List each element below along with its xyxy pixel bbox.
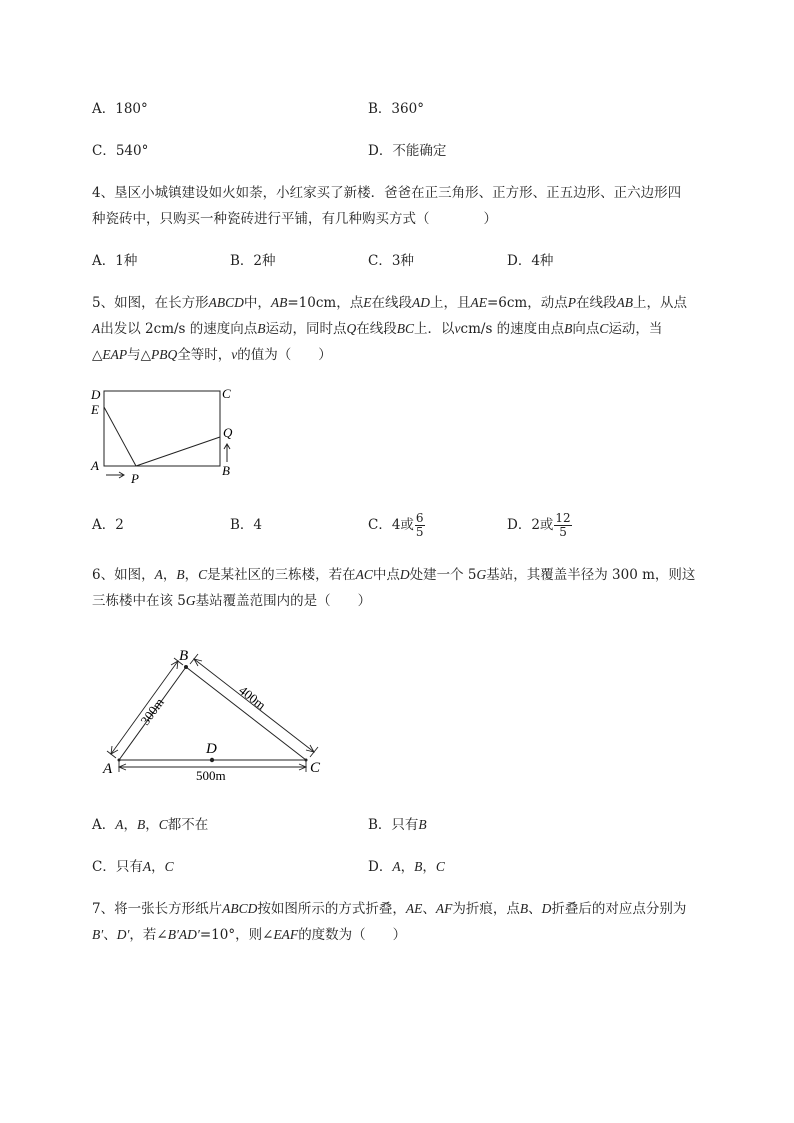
label-c: C — [222, 386, 231, 401]
side-bc — [186, 667, 306, 760]
q4-option-d: D．4种 — [507, 253, 554, 269]
q5-option-c: C．4或 $\frac{6}{5}$ — [368, 511, 424, 539]
q6-option-a: A．A，B，C都不在 — [92, 817, 209, 833]
segment-ep — [104, 407, 136, 466]
dim-ac-label: 500m — [196, 768, 226, 783]
q5-option-a: A．2 — [92, 517, 124, 533]
label-d: D — [206, 741, 217, 757]
label-a: A — [103, 761, 113, 777]
label-e: E — [91, 402, 99, 417]
q6-text-line-1: 6、如图，A，B，C是某社区的三栋楼，若在AC中点D处建一个 5G基站，其覆盖半径为 300 m，则这 — [92, 567, 696, 583]
q6-text-line-2: 三栋楼中在该 5G基站覆盖范围内的是（ ） — [92, 593, 372, 609]
dim-ab-label: 300m — [137, 694, 167, 728]
fraction-12-5: $\frac{12}{5}$ — [555, 511, 571, 539]
point-b — [184, 665, 188, 669]
q3-option-b: B．360° — [368, 101, 424, 117]
label-d: D — [91, 387, 101, 402]
label-c: C — [310, 760, 321, 776]
label-q: Q — [223, 425, 233, 440]
q6-option-b: B．只有B — [368, 817, 427, 833]
q4-text-line-2: 种瓷砖中，只购买一种瓷砖进行平铺，有几种购买方式（ ） — [92, 211, 497, 227]
q3-option-d: D．不能确定 — [368, 143, 447, 159]
q4-option-a: A．1种 — [92, 253, 138, 269]
label-p: P — [131, 471, 139, 486]
q4-option-c: C．3种 — [368, 253, 414, 269]
label-b: B — [222, 463, 230, 478]
rectangle-abcd — [104, 391, 220, 466]
q5-text-line-2: A出发以 2cm/s 的速度向点B运动，同时点Q在线段BC上．以vcm/s 的速度由点B向点C运动，当 — [92, 321, 663, 337]
label-b: B — [179, 648, 189, 664]
q7-text-line-2: B′、D′，若∠B′AD′=10°，则∠EAF的度数为（ ） — [92, 927, 407, 943]
q6-option-d: D．A，B，C — [368, 859, 445, 875]
q3-option-c: C．540° — [92, 143, 149, 159]
dim-bc-label: 400m — [236, 682, 269, 713]
q5-text-line-3: △EAP与△PBQ全等时，v的值为（ ） — [92, 347, 332, 363]
q6-triangle-figure — [95, 640, 335, 785]
q6-option-c: C．只有A，C — [92, 859, 174, 875]
label-a: A — [91, 458, 99, 473]
fraction-6-5: $\frac{6}{5}$ — [415, 511, 424, 539]
q5-option-d: D．2或 $\frac{12}{5}$ — [507, 511, 571, 539]
q4-text-line-1: 4、垦区小城镇建设如火如荼，小红家买了新楼．爸爸在正三角形、正方形、正五边形、正六边形四 — [92, 185, 682, 201]
q3-option-a: A．180° — [92, 101, 148, 117]
point-d — [210, 758, 214, 762]
segment-pq — [136, 437, 220, 466]
q4-option-b: B．2种 — [230, 253, 276, 269]
q7-text-line-1: 7、将一张长方形纸片ABCD按如图所示的方式折叠，AE、AF为折痕，点B、D折叠后的对应点分别为 — [92, 901, 687, 917]
q5-rectangle-figure — [88, 383, 248, 488]
q5-text-line-1: 5、如图，在长方形ABCD中，AB=10cm，点E在线段AD上，且AE=6cm，动点P在线段AB上，从点 — [92, 295, 687, 311]
q5-option-b: B．4 — [230, 517, 263, 533]
